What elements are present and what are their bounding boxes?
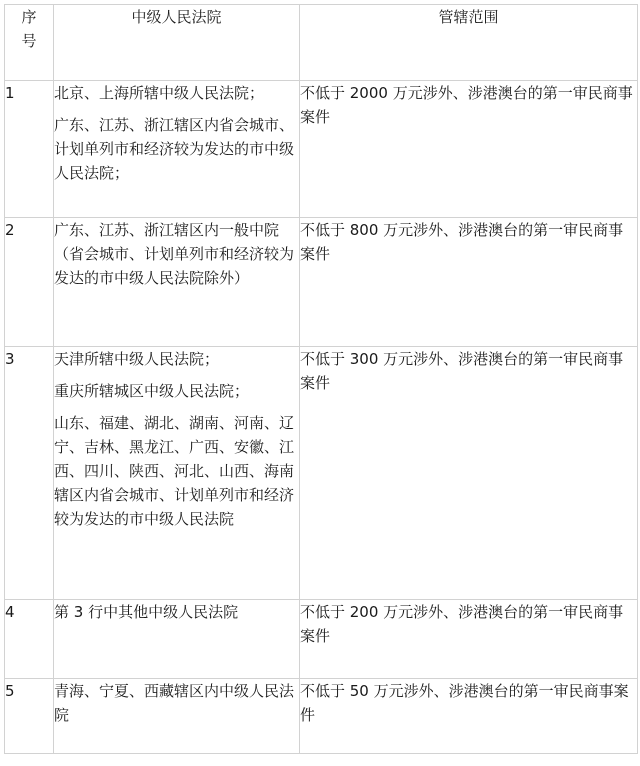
table-row bbox=[5, 81, 638, 218]
row-number: 3 bbox=[5, 347, 54, 600]
court-cell bbox=[54, 81, 300, 218]
court-text: 广东、江苏、浙江辖区内省会城市、计划单列市和经济较为发达的市中级人民法院； bbox=[54, 116, 295, 182]
scope-cell: 不低于 300 万元涉外、涉港澳台的第一审民商事案件 bbox=[300, 347, 638, 600]
court-text: 山东、福建、湖北、湖南、河南、辽宁、吉林、黑龙江、广西、安徽、江西、四川、陕西、河北、山西、海南辖区内省会城市、计划单列市和经济较为发达的市中级人民法院 bbox=[54, 414, 295, 528]
header-court: 中级人民法院 bbox=[54, 5, 300, 81]
court-text: 北京、上海所辖中级人民法院； bbox=[54, 84, 265, 102]
header-seq bbox=[5, 5, 54, 81]
scope-cell: 不低于 2000 万元涉外、涉港澳台的第一审民商事案件 bbox=[300, 81, 638, 218]
court-text: 青海、宁夏、西藏辖区内中级人民法院 bbox=[54, 682, 295, 724]
table-row bbox=[5, 347, 638, 600]
row-number: 1 bbox=[5, 81, 54, 218]
header-seq-line1: 序 bbox=[21, 8, 37, 26]
court-text: 天津所辖中级人民法院； bbox=[54, 350, 220, 368]
scope-cell: 不低于 50 万元涉外、涉港澳台的第一审民商事案件 bbox=[300, 679, 638, 754]
table-row bbox=[5, 218, 638, 347]
row-number: 4 bbox=[5, 600, 54, 679]
row-number: 5 bbox=[5, 679, 54, 754]
header-seq-line2: 号 bbox=[21, 32, 37, 50]
court-text: 重庆所辖城区中级人民法院； bbox=[54, 382, 250, 400]
table-row bbox=[5, 600, 638, 679]
scope-cell: 不低于 800 万元涉外、涉港澳台的第一审民商事案件 bbox=[300, 218, 638, 347]
table-row bbox=[5, 679, 638, 754]
court-cell bbox=[54, 600, 300, 679]
court-cell bbox=[54, 347, 300, 600]
court-text: 广东、江苏、浙江辖区内一般中院（省会城市、计划单列市和经济较为发达的市中级人民法院除外） bbox=[54, 221, 295, 287]
row-number: 2 bbox=[5, 218, 54, 347]
jurisdiction-table bbox=[4, 4, 638, 754]
court-text: 第 3 行中其他中级人民法院 bbox=[54, 603, 239, 621]
header-row bbox=[5, 5, 638, 81]
court-cell bbox=[54, 679, 300, 754]
court-cell bbox=[54, 218, 300, 347]
scope-cell: 不低于 200 万元涉外、涉港澳台的第一审民商事案件 bbox=[300, 600, 638, 679]
header-scope: 管辖范围 bbox=[300, 5, 638, 81]
